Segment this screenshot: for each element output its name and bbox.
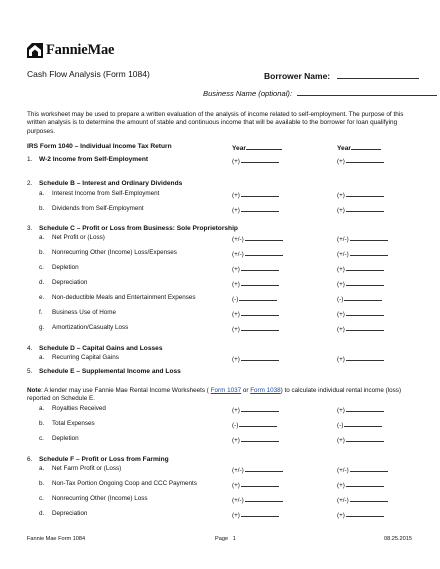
item-label: Total Expenses xyxy=(52,420,95,427)
amount-field-year1[interactable]: (-) xyxy=(232,420,277,429)
item-letter: a. xyxy=(39,354,45,361)
item-letter: b. xyxy=(39,480,45,487)
page-number: 1 xyxy=(232,536,236,542)
section-title: Schedule B – Interest and Ordinary Dividends xyxy=(39,180,183,187)
amount-field-year2[interactable]: (+/-) xyxy=(337,465,388,474)
year-column-1[interactable] xyxy=(232,143,282,152)
year-label-1: Year xyxy=(232,145,246,152)
amount-field-year1[interactable]: (+) xyxy=(232,435,279,444)
borrower-name-label: Borrower Name: xyxy=(264,71,331,81)
note-label: Note xyxy=(27,387,41,394)
year-line-2[interactable] xyxy=(351,143,381,150)
amount-field-year2[interactable]: (+) xyxy=(337,480,384,489)
amount-field-year1[interactable]: (+) xyxy=(232,190,279,199)
business-name-field[interactable] xyxy=(203,88,437,98)
item-letter: b. xyxy=(39,205,45,212)
amount-field-year1[interactable]: (+) xyxy=(232,480,279,489)
item-label: Non-deductible Meals and Entertainment Expenses xyxy=(52,294,196,301)
section-number: 2. xyxy=(27,180,33,187)
item-letter: a. xyxy=(39,465,45,472)
section-title: Schedule D – Capital Gains and Losses xyxy=(39,345,163,352)
borrower-name-field[interactable] xyxy=(264,69,419,81)
amount-field-year2[interactable]: (+) xyxy=(337,279,384,288)
item-letter: e. xyxy=(39,294,45,301)
amount-field-year1[interactable]: (+) xyxy=(232,405,279,414)
amount-field-year2[interactable]: (+) xyxy=(337,324,384,333)
year-line-1[interactable] xyxy=(246,143,282,150)
amount-field-year1[interactable]: (+/-) xyxy=(232,495,283,504)
year-label-2: Year xyxy=(337,145,351,152)
footer-page: Page 1 xyxy=(215,536,236,542)
amount-field-year1[interactable]: (+) xyxy=(232,510,279,519)
business-name-line[interactable] xyxy=(297,88,437,96)
footer-form-name: Fannie Mae Form 1084 xyxy=(27,536,86,542)
amount-field-year1[interactable]: (+) xyxy=(232,264,279,273)
form-1038-link[interactable]: Form 1038 xyxy=(250,387,281,394)
item-label: Dividends from Self-Employment xyxy=(52,205,144,212)
section-number: 1. xyxy=(27,156,33,163)
amount-field-year2[interactable]: (-) xyxy=(337,294,382,303)
borrower-name-line[interactable] xyxy=(337,69,419,79)
item-letter: g. xyxy=(39,324,45,331)
business-name-label: Business Name (optional): xyxy=(203,89,293,98)
item-label: Interest Income from Self-Employment xyxy=(52,190,160,197)
amount-field-year1[interactable]: (+) xyxy=(232,279,279,288)
table-title: IRS Form 1040 – Individual Income Tax Return xyxy=(27,143,172,150)
item-label: Amortization/Casualty Loss xyxy=(52,324,129,331)
item-label: Depreciation xyxy=(52,510,88,517)
year-column-2[interactable] xyxy=(337,143,381,152)
amount-field-year2[interactable]: (+/-) xyxy=(337,495,388,504)
amount-field-year2[interactable]: (+) xyxy=(337,156,384,165)
amount-field-year1[interactable]: (+) xyxy=(232,324,279,333)
amount-field-year1[interactable]: (-) xyxy=(232,294,277,303)
section-title: Schedule F – Profit or Loss from Farming xyxy=(39,456,169,463)
section-title: W-2 Income from Self-Employment xyxy=(39,156,149,163)
section-number: 6. xyxy=(27,456,33,463)
amount-field-year2[interactable]: (+) xyxy=(337,309,384,318)
amount-field-year2[interactable]: (+) xyxy=(337,264,384,273)
item-letter: b. xyxy=(39,420,45,427)
item-letter: a. xyxy=(39,190,45,197)
item-letter: d. xyxy=(39,510,45,517)
form-1037-link[interactable]: Form 1037 xyxy=(210,387,242,394)
section-number: 5. xyxy=(27,368,33,375)
item-label: Net Farm Profit or (Loss) xyxy=(52,465,122,472)
footer-date: 08.25.2015 xyxy=(384,536,412,542)
form-title: Cash Flow Analysis (Form 1084) xyxy=(27,69,150,79)
item-letter: c. xyxy=(39,264,44,271)
item-label: Depreciation xyxy=(52,279,88,286)
amount-field-year2[interactable]: (+) xyxy=(337,205,384,214)
fannie-mae-logo xyxy=(27,42,114,58)
amount-field-year2[interactable]: (+) xyxy=(337,435,384,444)
intro-paragraph: This worksheet may be used to prepare a written evaluation of the analysis of income related to self-employment. The purpose of this written analysis is to determine the amount of stable and continuous income that will be available to the borrower for loan qualifying purposes. xyxy=(27,111,404,135)
amount-field-year1[interactable]: (+) xyxy=(232,354,279,363)
item-label: Royalties Received xyxy=(52,405,106,412)
item-label: Net Profit or (Loss) xyxy=(52,234,105,241)
item-label: Business Use of Home xyxy=(52,309,117,316)
item-label: Recurring Capital Gains xyxy=(52,354,119,361)
section-title: Schedule C – Profit or Loss from Business: Sole Proprietorship xyxy=(39,225,238,232)
item-label: Depletion xyxy=(52,435,79,442)
item-label: Nonrecurring Other (Income) Loss xyxy=(52,495,148,502)
item-letter: a. xyxy=(39,234,45,241)
amount-field-year2[interactable]: (+) xyxy=(337,190,384,199)
item-letter: c. xyxy=(39,435,44,442)
section-title: Schedule E – Supplemental Income and Loss xyxy=(39,368,181,375)
amount-field-year1[interactable]: (+/-) xyxy=(232,465,283,474)
amount-field-year2[interactable]: (+) xyxy=(337,510,384,519)
amount-field-year1[interactable]: (+) xyxy=(232,309,279,318)
item-label: Non-Tax Portion Ongoing Coop and CCC Payments xyxy=(52,480,197,487)
amount-field-year2[interactable]: (+/-) xyxy=(337,249,388,258)
section-number: 3. xyxy=(27,225,33,232)
amount-field-year2[interactable]: (+) xyxy=(337,405,384,414)
section-number: 4. xyxy=(27,345,33,352)
amount-field-year1[interactable]: (+/-) xyxy=(232,234,283,243)
item-letter: f. xyxy=(39,309,43,316)
fannie-mae-house-icon xyxy=(27,43,43,58)
logo-text: FannieMae xyxy=(46,41,115,58)
item-letter: c. xyxy=(39,495,44,502)
amount-field-year1[interactable]: (+) xyxy=(232,205,279,214)
amount-field-year1[interactable]: (+) xyxy=(232,156,279,165)
amount-field-year2[interactable]: (-) xyxy=(337,420,382,429)
item-letter: d. xyxy=(39,279,45,286)
amount-field-year2[interactable]: (+/-) xyxy=(337,234,388,243)
item-label: Nonrecurring Other (Income) Loss/Expenses xyxy=(52,249,177,256)
rental-income-note: Note: A lender may use Fannie Mae Rental Income Worksheets ( Form 1037 or Form 1038) to calculate individual rental income (loss) reported on Schedule E. xyxy=(27,387,402,403)
amount-field-year1[interactable]: (+/-) xyxy=(232,249,283,258)
item-letter: b. xyxy=(39,249,45,256)
amount-field-year2[interactable]: (+) xyxy=(337,354,384,363)
item-label: Depletion xyxy=(52,264,79,271)
item-letter: a. xyxy=(39,405,45,412)
